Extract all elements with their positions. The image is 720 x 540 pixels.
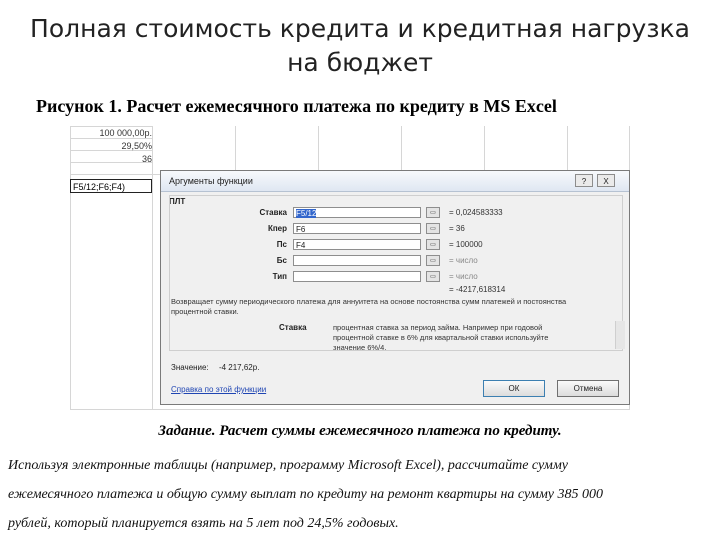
task-line-3: рублей, который планируется взять на 5 лет под 24,5% годовых. <box>8 516 399 531</box>
slide-title <box>0 12 720 80</box>
dialog-title: Аргументы функции <box>169 176 253 186</box>
collapse-dialog-icon[interactable]: ▭ <box>426 239 440 250</box>
arg-input-type[interactable] <box>293 271 421 282</box>
ok-button[interactable]: ОК <box>483 380 545 397</box>
arg-result-type: = число <box>449 272 478 281</box>
arg-result-nper: = 36 <box>449 224 465 233</box>
dialog-titlebar[interactable] <box>161 171 629 192</box>
arg-input-rate[interactable]: F5/12 <box>293 207 421 218</box>
figure-caption: Рисунок 1. Расчет ежемесячного платежа по кредиту в MS Excel <box>36 96 557 116</box>
arg-label-nper: Кпер <box>267 224 287 233</box>
task-heading: Задание. Расчет суммы ежемесячного платежа по кредиту. <box>158 423 562 439</box>
arg-input-pv[interactable]: F4 <box>293 239 421 250</box>
collapse-dialog-icon[interactable]: ▭ <box>426 223 440 234</box>
task-line-1: Используя электронные таблицы (например, программу Microsoft Excel), рассчитайте сумму <box>8 458 568 473</box>
formula-cell[interactable]: F5/12;F6;F4) <box>70 179 152 193</box>
arg-label-pv: Пс <box>276 240 287 249</box>
collapse-dialog-icon[interactable]: ▭ <box>426 255 440 266</box>
arg-input-fv[interactable] <box>293 255 421 266</box>
help-button[interactable]: ? <box>575 174 593 187</box>
title-line-1: Полная стоимость кредита и кредитная нагрузка <box>30 14 690 43</box>
collapse-dialog-icon[interactable]: ▭ <box>426 271 440 282</box>
description-scrollbar[interactable] <box>615 321 625 349</box>
value-label: Значение: <box>171 363 209 372</box>
total-result: = -4217,618314 <box>449 285 506 294</box>
param-description: процентная ставка за период займа. Например при годовой процентной ставке в 6% для квартальной ставки используйте значение 6%/4. <box>333 323 549 352</box>
task-line-2: ежемесячного платежа и общую сумму выплат по кредиту на ремонт квартиры на сумму 385 000 <box>8 487 603 502</box>
arg-input-nper[interactable]: F6 <box>293 223 421 234</box>
value-output: -4 217,62р. <box>218 363 260 372</box>
param-name: Ставка <box>279 323 307 332</box>
cell-loan-amount[interactable]: 100 000,00р. <box>99 128 152 138</box>
close-button[interactable]: X <box>597 174 615 187</box>
arg-result-fv: = число <box>449 256 478 265</box>
cell-periods[interactable]: 36 <box>141 154 152 164</box>
title-line-2: на бюджет <box>287 48 433 77</box>
arg-result-pv: = 100000 <box>449 240 483 249</box>
cancel-button[interactable]: Отмена <box>557 380 619 397</box>
collapse-dialog-icon[interactable]: ▭ <box>426 207 440 218</box>
function-arguments-dialog <box>160 170 630 405</box>
value-line <box>171 363 259 372</box>
arg-result-rate: = 0,024583333 <box>449 208 503 217</box>
function-description: Возвращает сумму периодического платежа для аннуитета на основе постоянства сумм платежей и постоянства процентной ставки. <box>171 297 567 316</box>
function-help-link[interactable]: Справка по этой функции <box>171 385 267 394</box>
cell-interest-rate[interactable]: 29,50% <box>121 141 152 151</box>
arg-label-type: Тип <box>272 272 287 281</box>
arg-label-rate: Ставка <box>259 208 287 217</box>
function-name: ПЛТ <box>169 197 186 206</box>
arg-label-fv: Бс <box>276 256 287 265</box>
